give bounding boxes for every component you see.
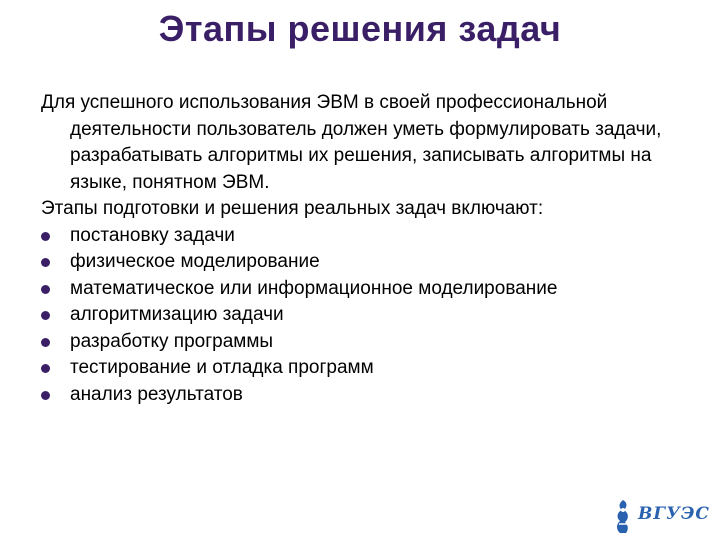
bullet-icon	[41, 391, 50, 400]
bullet-icon	[41, 232, 50, 241]
list-item: разработку программы	[41, 329, 701, 356]
steps-intro: Этапы подготовки и решения реальных задач включают:	[41, 198, 544, 219]
list-item: алгоритмизацию задачи	[41, 302, 701, 329]
logo-text: ВГУЭС	[638, 504, 710, 524]
list-item: анализ результатов	[41, 382, 701, 409]
seal-icon	[610, 498, 636, 536]
slide-title: Этапы решения задач	[158, 8, 562, 49]
list-item: тестирование и отладка программ	[41, 355, 701, 382]
bullet-icon	[41, 311, 50, 320]
bullet-icon	[41, 285, 50, 294]
body-paragraph: Для успешного использования ЭВМ в своей профессиональной деятельности пользователь должен уметь формулировать задачи, разрабатывать алгоритмы их решения, записывать алгоритмы на языке, понятном ЭВМ.	[41, 92, 662, 193]
slide-content	[41, 90, 701, 408]
bullet-icon	[41, 364, 50, 373]
list-item: математическое или информационное моделирование	[41, 276, 701, 303]
list-item: физическое моделирование	[41, 249, 701, 276]
university-logo	[610, 498, 710, 536]
list-item: постановку задачи	[41, 223, 701, 250]
bullet-icon	[41, 338, 50, 347]
steps-list	[41, 223, 701, 409]
bullet-icon	[41, 258, 50, 267]
